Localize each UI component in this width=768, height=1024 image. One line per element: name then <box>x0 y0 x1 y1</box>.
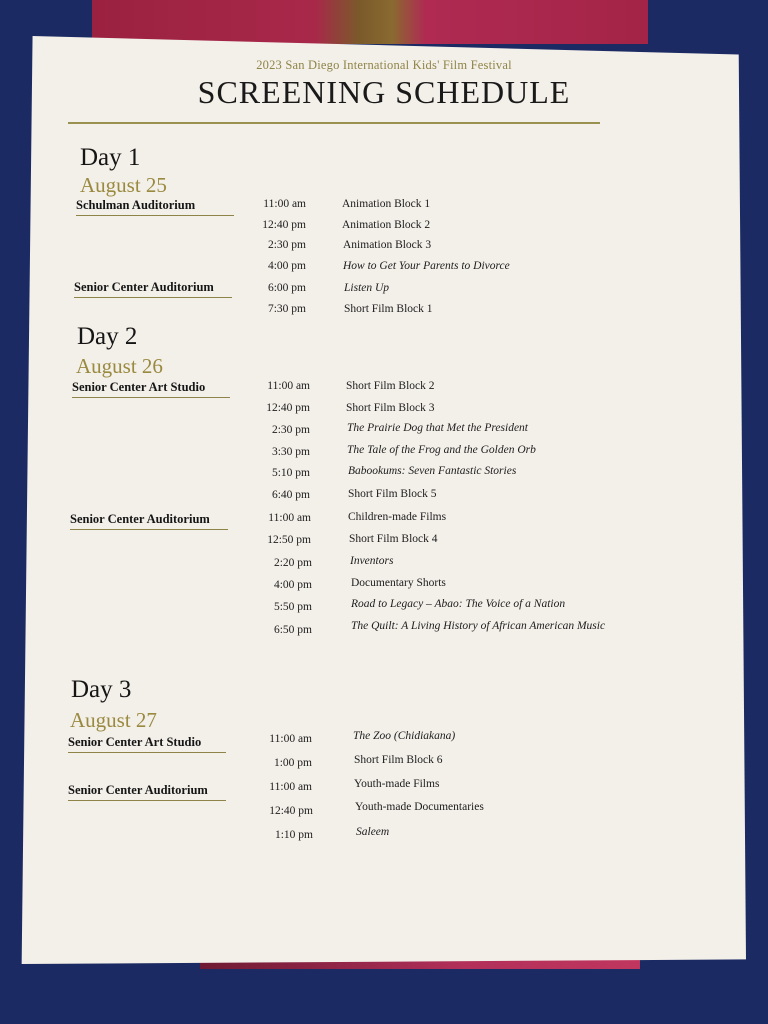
screening-time: 11:00 am <box>269 733 312 745</box>
venue-label: Senior Center Art Studio <box>68 735 226 753</box>
screening-time: 6:40 pm <box>271 489 310 501</box>
screening-film: Short Film Block 3 <box>346 402 435 414</box>
venue-label: Senior Center Auditorium <box>74 280 232 298</box>
screening-film: Animation Block 2 <box>342 219 431 231</box>
screening-film: Documentary Shorts <box>351 577 446 589</box>
venue-label: Schulman Auditorium <box>76 198 234 216</box>
screening-time: 11:00 am <box>263 198 306 210</box>
screening-time: 7:30 pm <box>267 303 306 315</box>
screening-film: Short Film Block 6 <box>354 754 443 766</box>
screening-time: 6:50 pm <box>273 624 312 636</box>
screening-time: 11:00 am <box>267 380 310 392</box>
venue-label: Senior Center Auditorium <box>70 512 228 530</box>
screening-time: 4:00 pm <box>267 260 306 272</box>
screening-time: 12:40 pm <box>266 402 310 414</box>
screening-time: 12:40 pm <box>269 805 313 817</box>
screening-film: Listen Up <box>344 282 390 294</box>
screening-film: Saleem <box>356 826 390 838</box>
screening-time: 1:00 pm <box>273 757 312 769</box>
screening-film: Youth-made Documentaries <box>355 801 484 813</box>
screening-time: 5:10 pm <box>271 467 310 479</box>
screening-film: Babookums: Seven Fantastic Stories <box>348 465 517 477</box>
screening-film: Youth-made Films <box>354 778 440 790</box>
screening-time: 11:00 am <box>269 781 312 793</box>
screening-time: 3:30 pm <box>271 446 310 458</box>
screening-time: 2:30 pm <box>271 424 310 436</box>
day-date: August 26 <box>76 354 163 378</box>
screening-time: 2:20 pm <box>273 557 312 569</box>
screening-film: How to Get Your Parents to Divorce <box>343 260 510 272</box>
screening-film: Animation Block 3 <box>343 239 432 251</box>
screening-film: Children-made Films <box>348 511 447 523</box>
festival-name: 2023 San Diego International Kids' Film Festival <box>256 58 512 72</box>
screening-film: The Tale of the Frog and the Golden Orb <box>347 444 536 456</box>
screening-film: The Zoo (Chidiakana) <box>353 730 456 742</box>
screening-film: Inventors <box>350 555 394 567</box>
day-date: August 27 <box>70 708 157 732</box>
venue-label: Senior Center Auditorium <box>68 783 226 801</box>
day-heading: Day 2 <box>77 323 138 350</box>
screening-time: 4:00 pm <box>273 579 312 591</box>
screening-film: Animation Block 1 <box>342 198 431 210</box>
screening-film: The Prairie Dog that Met the President <box>347 422 528 434</box>
screening-time: 6:00 pm <box>267 282 306 294</box>
screening-time: 11:00 am <box>268 512 311 524</box>
screening-time: 12:40 pm <box>262 219 306 231</box>
screening-film: Short Film Block 2 <box>346 380 435 392</box>
day-date: August 25 <box>80 173 167 197</box>
day-heading: Day 1 <box>80 144 141 171</box>
screening-time: 12:50 pm <box>267 534 311 546</box>
screening-film: Road to Legacy – Abao: The Voice of a Nation <box>351 598 566 610</box>
background-book-cover <box>92 0 648 44</box>
screening-time: 2:30 pm <box>267 239 306 251</box>
title-divider <box>68 122 600 124</box>
screening-film: The Quilt: A Living History of African American Music <box>351 620 606 632</box>
screening-film: Short Film Block 4 <box>349 533 438 545</box>
screening-film: Short Film Block 1 <box>344 303 433 315</box>
screening-film: Short Film Block 5 <box>348 488 437 500</box>
page-title: SCREENING SCHEDULE <box>197 74 571 110</box>
day-heading: Day 3 <box>71 676 132 703</box>
venue-label: Senior Center Art Studio <box>72 380 230 398</box>
screening-time: 1:10 pm <box>274 829 313 841</box>
screening-time: 5:50 pm <box>273 601 312 613</box>
